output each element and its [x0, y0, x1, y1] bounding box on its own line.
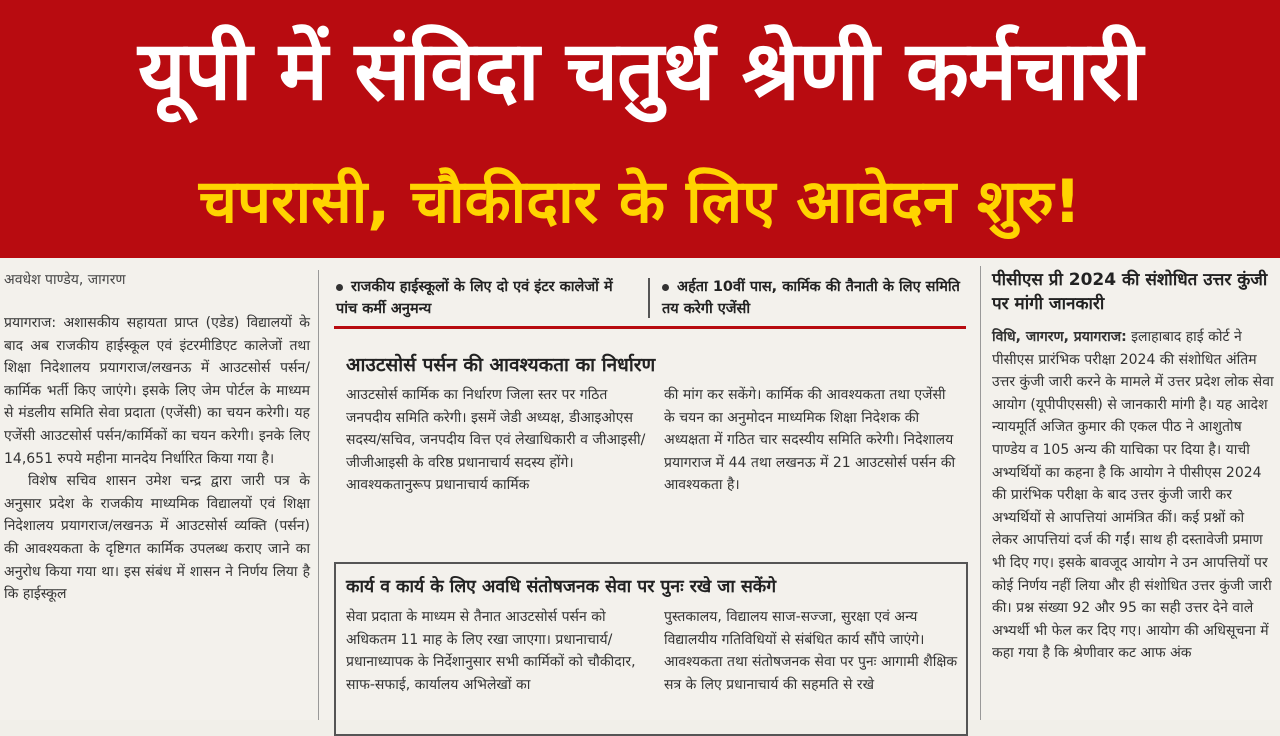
highlight-box-2 — [662, 276, 962, 320]
side-article-body — [992, 326, 1274, 665]
highlight-text: राजकीय हाईस्कूलों के लिए दो एवं इंटर कालेजों में पांच कर्मी अनुमन्य — [336, 279, 613, 317]
side-article-paragraph: इलाहाबाद हाई कोर्ट ने पीसीएस प्रारंभिक परीक्षा 2024 की संशोधित अंतिम उत्तर कुंजी जारी करने के मामले में उत्तर प्रदेश लोक सेवा आयोग (यूपीपीएससी) से जानकारी मांगी है। यह आदेश न्यायमूर्ति अजित कुमार की एकल पीठ ने आशुतोष पाण्डेय व 105 अन्य की याचिका पर दिया है। याची अभ्यर्थियों का कहना है कि आयोग ने पीसीएस 2024 की प्रारंभिक परीक्षा के बाद उत्तर कुंजी जारी कर अभ्यर्थियों से आपत्तियां आमंत्रित कीं। कई प्रश्नों को लेकर आपत्तियां दर्ज की गईं। साथ ही दस्तावेजी प्रमाण भी दिए गए। इसके बावजूद आयोग ने उन आपत्तियों पर कोई निर्णय नहीं लिया और ही संशोधित उत्तर कुंजी जारी की। प्रश्न संख्या 92 और 95 का सही उत्तर देने वाले अभ्यर्थी भी फेल कर दिए गए। आयोग की अधिसूचना में कहा गया है कि श्रेणीवार कट आफ अंक — [992, 329, 1274, 662]
section-2-left — [346, 606, 644, 696]
highlight-text: अर्हता 10वीं पास, कार्मिक की तैनाती के लिए समिति तय करेगी एजेंसी — [662, 279, 960, 317]
column-divider — [318, 270, 319, 720]
headline-banner — [0, 0, 1280, 258]
section-1-left — [346, 384, 646, 497]
section-text: की मांग कर सकेंगे। कार्मिक की आवश्यकता तथा एजेंसी के चयन का अनुमोदन माध्यमिक शिक्षा निदेशक की अध्यक्षता में गठित चार सदस्यीय समिति करेगी। निदेशालय प्रयागराज में 44 तथा लखनऊ में 21 आउटसोर्स पर्सन की आवश्यकता है। — [664, 387, 956, 494]
bullet-icon — [336, 284, 343, 291]
section-heading: आउटसोर्स पर्सन की आवश्यकता का निर्धारण — [346, 354, 656, 376]
article-paragraph: प्रयागराज: अशासकीय सहायता प्राप्त (एडेड) विद्यालयों के बाद अब राजकीय हाईस्कूल एवं इंटरमीडिएट कालेजों तथा शिक्षा निदेशालय प्रयागराज/लखनऊ में आउटसोर्स पर्सन/कार्मिक भर्ती किए जाएंगे। इसके लिए जेम पोर्टल के माध्यम से मंडलीय समिति सेवा प्रदाता (एजेंसी) का चयन करेगी। यह एजेंसी आउटसोर्स पर्सन/कार्मिकों का चयन करेगी। इनके लिए 14,651 रुपये महीना मानदेय निर्धारित किया गया है। — [4, 315, 310, 467]
article-paragraph: विशेष सचिव शासन उमेश चन्द्र द्वारा जारी पत्र के अनुसार प्रदेश के राजकीय माध्यमिक विद्यालयों एवं शिक्षा निदेशालय प्रयागराज/लखनऊ में आउटसोर्स व्यक्ति (पर्सन) की आवश्यकता के दृष्टिगत कार्मिक उपलब्ध कराए जाने का अनुरोध किया गया था। इस संबंध में शासन ने निर्णय लिया है कि हाईस्कूल — [4, 473, 310, 603]
highlight-divider — [648, 278, 650, 318]
column-divider — [980, 266, 981, 720]
side-article-title: पीसीएस प्री 2024 की संशोधित उत्तर कुंजी पर मांगी जानकारी — [992, 270, 1268, 314]
red-rule — [334, 326, 966, 329]
side-article-text — [992, 326, 1274, 665]
banner-headline: यूपी में संविदा चतुर्थ श्रेणी कर्मचारी — [137, 24, 1143, 119]
article-byline: अवधेश पाण्डेय, जागरण — [4, 272, 126, 288]
section-heading: कार्य व कार्य के लिए अवधि संतोषजनक सेवा पर पुनः रखे जा सकेंगे — [346, 577, 777, 597]
newspaper-clipping — [0, 258, 1280, 720]
section-text: पुस्तकालय, विद्यालय साज-सज्जा, सुरक्षा एवं अन्य विद्यालयीय गतिविधियों से संबंधित कार्य सौंपे जाएंगे। आवश्यकता तथा संतोषजनक सेवा पर पुनः आगामी शैक्षिक सत्र के लिए प्रधानाचार्य की सहमति से रखे — [664, 609, 958, 693]
section-1-right — [664, 384, 960, 497]
banner-subheadline: चपरासी, चौकीदार के लिए आवेदन शुरु! — [198, 167, 1082, 237]
section-text: आउटसोर्स कार्मिक का निर्धारण जिला स्तर पर गठित जनपदीय समिति करेगी। इसमें जेडी अध्यक्ष, डीआइओएस सदस्य/सचिव, जनपदीय वित्त एवं लेखाधिकारी व जीआइसी/जीजीआइसी के वरिष्ठ प्रधानाचार्य सदस्य होंगे। आवश्यकतानुरूप प्रधानाचार्य कार्मिक — [346, 387, 646, 494]
section-text: सेवा प्रदाता के माध्यम से तैनात आउटसोर्स पर्सन को अधिकतम 11 माह के लिए रखा जाएगा। प्रधानाचार्य/प्रधानाध्यापक के निर्देशानुसार सभी कार्मिकों को चौकीदार, साफ-सफाई, कार्यालय अभिलेखों का — [346, 609, 636, 693]
article-column-1 — [4, 312, 310, 606]
bullet-icon — [662, 284, 669, 291]
side-article-byline: विधि, जागरण, प्रयागराज: — [992, 329, 1127, 345]
section-2-right — [664, 606, 960, 696]
highlight-box-1 — [336, 276, 636, 320]
